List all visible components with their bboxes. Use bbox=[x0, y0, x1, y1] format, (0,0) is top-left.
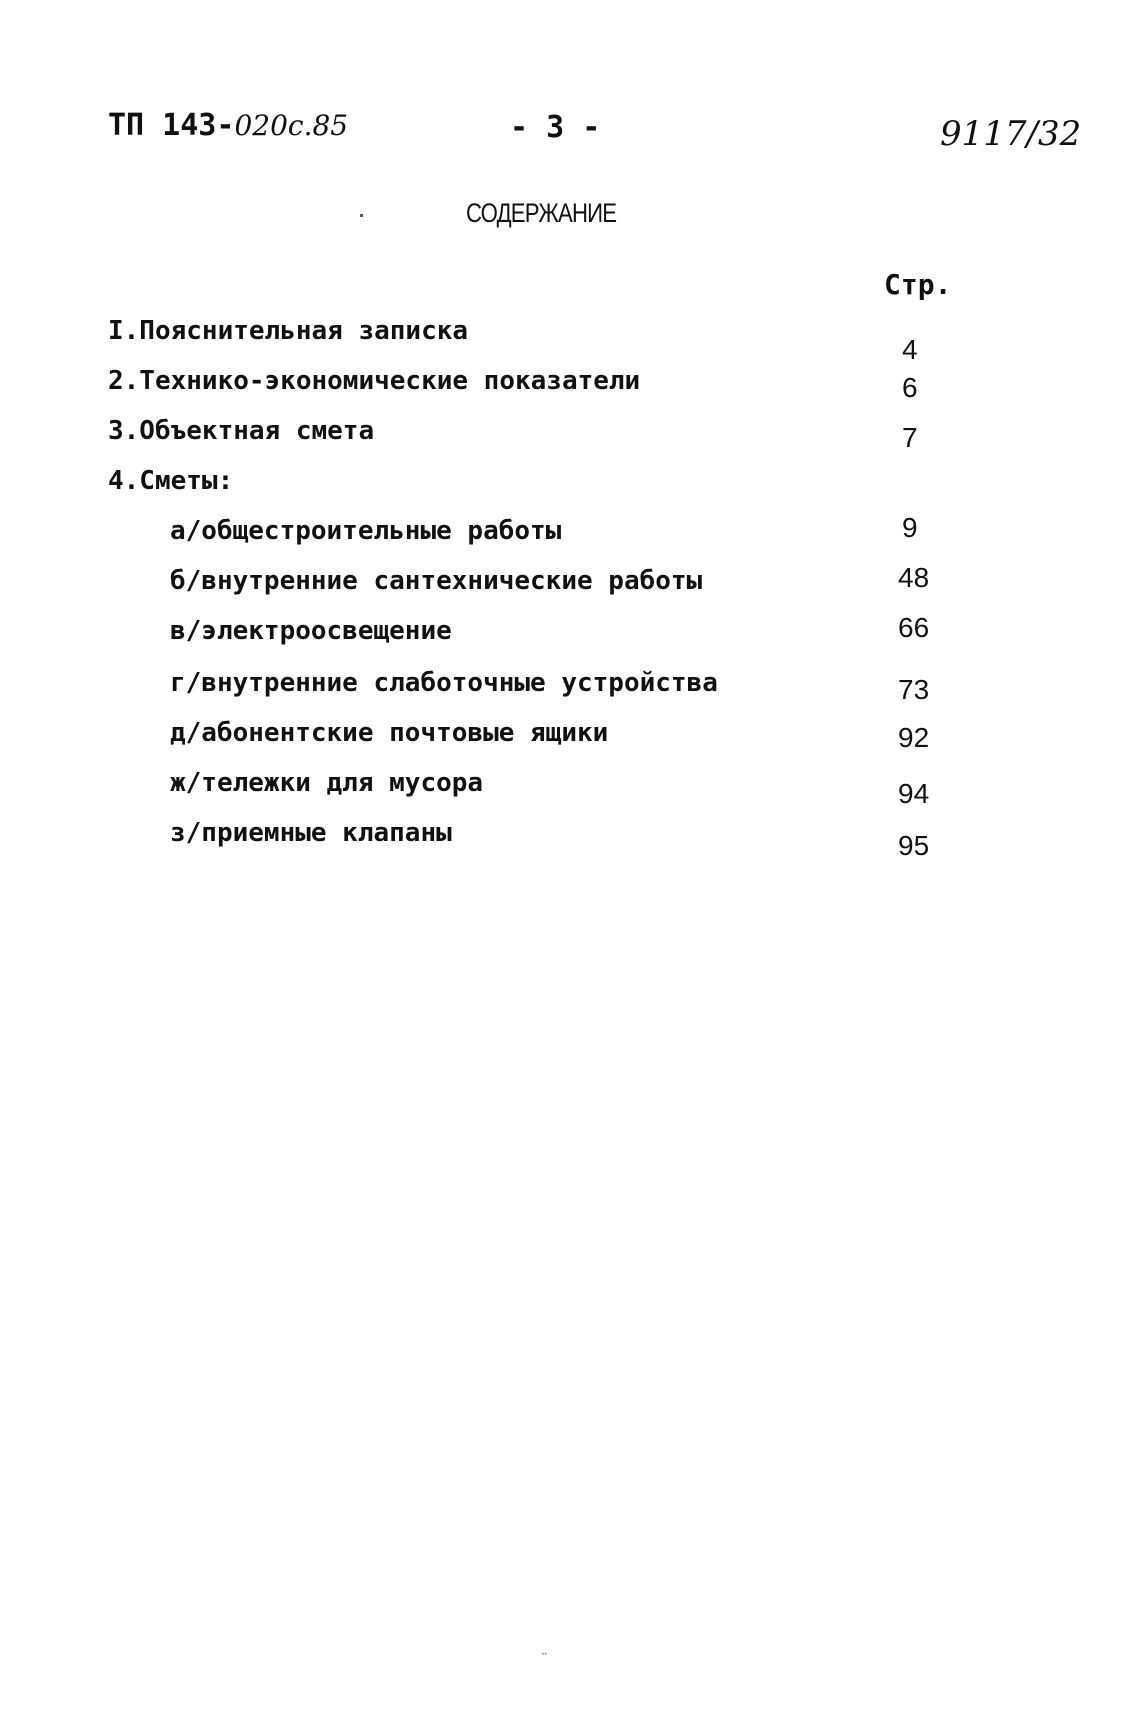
toc-entry-page: 95 bbox=[898, 830, 930, 861]
toc-entry-label: 2.Технико-экономические показатели bbox=[108, 366, 641, 396]
toc-entry-label: г/внутренние слаботочные устройства bbox=[170, 668, 718, 698]
toc-entry-label: ж/тележки для мусора bbox=[170, 768, 484, 798]
toc-entry-page: 7 bbox=[902, 422, 918, 453]
toc-entry-label: 3.Объектная смета bbox=[108, 416, 375, 446]
toc-entry-page: 66 bbox=[898, 612, 930, 643]
toc-entry-page: 6 bbox=[902, 372, 918, 403]
scan-speck bbox=[360, 214, 363, 217]
toc-entry-label: б/внутренние сантехнические работы bbox=[170, 566, 703, 596]
toc-entry-label: I.Пояснительная записка bbox=[108, 316, 469, 346]
page-number: - 3 - bbox=[510, 110, 601, 145]
toc-entry-page: 48 bbox=[898, 562, 930, 593]
toc-entry-page: 73 bbox=[898, 674, 930, 705]
archive-number: 9117/32 bbox=[940, 114, 1082, 154]
scan-speck: ¨ bbox=[540, 1652, 549, 1668]
page-title: СОДЕРЖАНИЕ bbox=[466, 198, 617, 228]
document-code-handwritten: 020с.85 bbox=[234, 109, 349, 142]
toc-entry-page: 9 bbox=[902, 512, 918, 543]
toc-entry-page: 4 bbox=[902, 334, 918, 365]
page-column-header: Стр. bbox=[884, 268, 952, 301]
document-code-prefix: ТП 143- bbox=[108, 108, 235, 143]
toc-entry-label: 4.Сметы: bbox=[108, 466, 234, 496]
toc-entry-page: 92 bbox=[898, 722, 930, 753]
toc-entry-label: в/электроосвещение bbox=[170, 616, 452, 646]
toc-entry-label: д/абонентские почтовые ящики bbox=[170, 718, 609, 748]
toc-entry-page: 94 bbox=[898, 778, 930, 809]
toc-entry-label: з/приемные клапаны bbox=[170, 818, 452, 848]
document-code bbox=[108, 108, 348, 143]
toc-entry-label: а/общестроительные работы bbox=[170, 516, 562, 546]
